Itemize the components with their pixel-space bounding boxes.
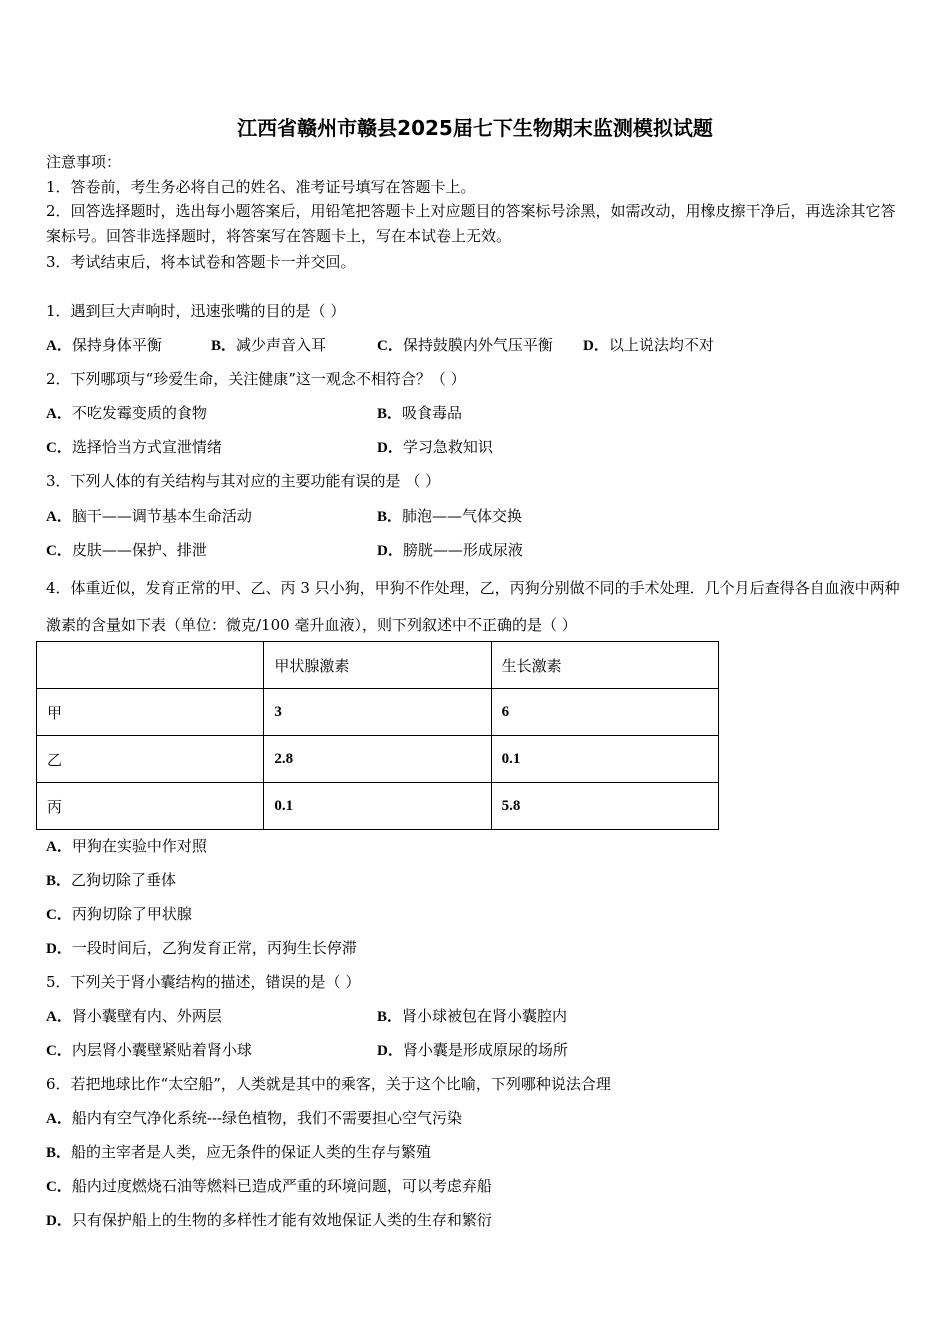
question-4-option-d[interactable] [46, 938, 357, 959]
question-6-option-b[interactable] [46, 1142, 431, 1163]
table-header-cell [37, 642, 264, 689]
question-1-stem: 1．遇到巨大声响时，迅速张嘴的目的是（ ） [46, 302, 346, 320]
option-text: 脑干——调节基本生命活动 [71, 507, 252, 525]
option-label: D． [583, 338, 609, 354]
option-text: 学习急救知识 [402, 438, 493, 456]
question-2-option-c[interactable] [46, 437, 222, 458]
question-4-option-b[interactable] [46, 870, 176, 891]
question-4-option-a[interactable] [46, 836, 207, 857]
option-text: 肾小囊壁有内、外两层 [71, 1007, 222, 1025]
option-text: 船内过度燃烧石油等燃料已造成严重的环境问题，可以考虑弃船 [71, 1177, 492, 1195]
option-label: D． [377, 440, 403, 456]
option-label: D． [377, 543, 403, 559]
table-cell: 6 [491, 689, 718, 736]
table-cell: 丙 [37, 783, 264, 830]
table-row [37, 736, 719, 783]
question-2-option-b[interactable] [377, 403, 462, 424]
question-1-option-d[interactable] [583, 335, 714, 356]
question-6-option-c[interactable] [46, 1176, 492, 1197]
option-label: D． [46, 941, 72, 957]
option-text: 船内有空气净化系统---绿色植物，我们不需要担心空气污染 [71, 1109, 463, 1127]
notes-item-2: 2．回答选择题时，选出每小题答案后，用铅笔把答题卡上对应题目的答案标号涂黑，如需改动，用橡皮擦干净后，再选涂其它答案标号。回答非选择题时，将答案写在答题卡上，写在本试卷上无效。 [46, 202, 896, 245]
option-text: 不吃发霉变质的食物 [71, 404, 207, 422]
option-text: 选择恰当方式宣泄情绪 [71, 438, 222, 456]
option-label: D． [377, 1043, 403, 1059]
table-row [37, 689, 719, 736]
option-text: 肾小囊是形成原尿的场所 [402, 1041, 568, 1059]
notes-item-1: 1．答卷前，考生务必将自己的姓名、准考证号填写在答题卡上。 [46, 178, 476, 196]
table-cell: 0.1 [491, 736, 718, 783]
question-3-option-b[interactable] [377, 506, 522, 527]
option-label: C． [46, 543, 72, 559]
question-6-stem: 6．若把地球比作“太空船”，人类就是其中的乘客，关于这个比喻，下列哪种说法合理 [46, 1075, 611, 1093]
hormone-table [36, 641, 719, 830]
question-1-option-b[interactable] [211, 335, 326, 356]
page-title: 江西省赣州市赣县2025届七下生物期末监测模拟试题 [237, 116, 713, 140]
table-header-cell: 甲状腺激素 [264, 642, 491, 689]
table-cell: 0.1 [264, 783, 491, 830]
option-text: 膀胱——形成尿液 [402, 541, 523, 559]
table-header-cell: 生长激素 [491, 642, 718, 689]
option-label: C． [46, 1043, 72, 1059]
question-5-option-c[interactable] [46, 1040, 252, 1061]
option-label: D． [46, 1213, 72, 1229]
option-text: 内层肾小囊壁紧贴着肾小球 [71, 1041, 252, 1059]
question-5-option-d[interactable] [377, 1040, 568, 1061]
option-text: 减少声音入耳 [236, 336, 327, 354]
question-3-option-d[interactable] [377, 540, 523, 561]
option-text: 一段时间后，乙狗发育正常，丙狗生长停滞 [71, 939, 357, 957]
question-2-stem: 2．下列哪项与“珍爱生命，关注健康”这一观念不相符合？（ ） [46, 370, 466, 388]
option-label: A． [46, 1111, 72, 1127]
option-label: A． [46, 509, 72, 525]
question-6-option-d[interactable] [46, 1210, 492, 1231]
option-text: 丙狗切除了甲状腺 [71, 905, 192, 923]
option-label: A． [46, 338, 72, 354]
question-2-option-a[interactable] [46, 403, 207, 424]
question-1-option-a[interactable] [46, 335, 162, 356]
option-label: A． [46, 1009, 72, 1025]
option-text: 保持身体平衡 [71, 336, 162, 354]
table-row [37, 783, 719, 830]
table-cell: 5.8 [491, 783, 718, 830]
option-label: C． [46, 440, 72, 456]
option-text: 皮肤——保护、排泄 [71, 541, 207, 559]
option-text: 只有保护船上的生物的多样性才能有效地保证人类的生存和繁衍 [71, 1211, 492, 1229]
notes-heading: 注意事项： [46, 153, 122, 171]
option-label: C． [46, 1179, 72, 1195]
option-text: 吸食毒品 [402, 404, 463, 422]
option-label: B． [46, 1145, 72, 1161]
option-label: C． [377, 338, 403, 354]
table-header-row [37, 642, 719, 689]
option-text: 甲狗在实验中作对照 [71, 837, 207, 855]
option-label: C． [46, 907, 72, 923]
option-text: 肾小球被包在肾小囊腔内 [402, 1007, 568, 1025]
option-text: 船的主宰者是人类，应无条件的保证人类的生存与繁殖 [71, 1143, 432, 1161]
question-5-option-a[interactable] [46, 1006, 222, 1027]
option-text: 肺泡——气体交换 [402, 507, 523, 525]
option-label: B． [377, 509, 403, 525]
option-label: B． [377, 406, 403, 422]
question-6-option-a[interactable] [46, 1108, 462, 1129]
option-label: B． [46, 873, 72, 889]
option-label: B． [211, 338, 237, 354]
question-2-option-d[interactable] [377, 437, 493, 458]
option-text: 保持鼓膜内外气压平衡 [402, 336, 553, 354]
question-3-stem: 3．下列人体的有关结构与其对应的主要功能有误的是 （ ） [46, 472, 441, 490]
table-cell: 2.8 [264, 736, 491, 783]
option-text: 以上说法均不对 [608, 336, 714, 354]
option-text: 乙狗切除了垂体 [71, 871, 177, 889]
table-cell: 乙 [37, 736, 264, 783]
question-4-option-c[interactable] [46, 904, 192, 925]
question-5-stem: 5．下列关于肾小囊结构的描述，错误的是（ ） [46, 973, 361, 991]
question-3-option-c[interactable] [46, 540, 207, 561]
option-label: A． [46, 839, 72, 855]
question-3-option-a[interactable] [46, 506, 252, 527]
notes-item-3: 3．考试结束后，将本试卷和答题卡一并交回。 [46, 253, 356, 271]
table-cell: 甲 [37, 689, 264, 736]
question-4-stem: 4．体重近似，发育正常的甲、乙、丙 3 只小狗，甲狗不作处理，乙，丙狗分别做不同的手术处理．几个月后查得各自血液中两种激素的含量如下表（单位：微克/100 毫升血液），则下列叙述中不正确的是（ ） [46, 579, 900, 634]
question-1-option-c[interactable] [377, 335, 553, 356]
table-cell: 3 [264, 689, 491, 736]
option-label: A． [46, 406, 72, 422]
question-5-option-b[interactable] [377, 1006, 567, 1027]
option-label: B． [377, 1009, 403, 1025]
